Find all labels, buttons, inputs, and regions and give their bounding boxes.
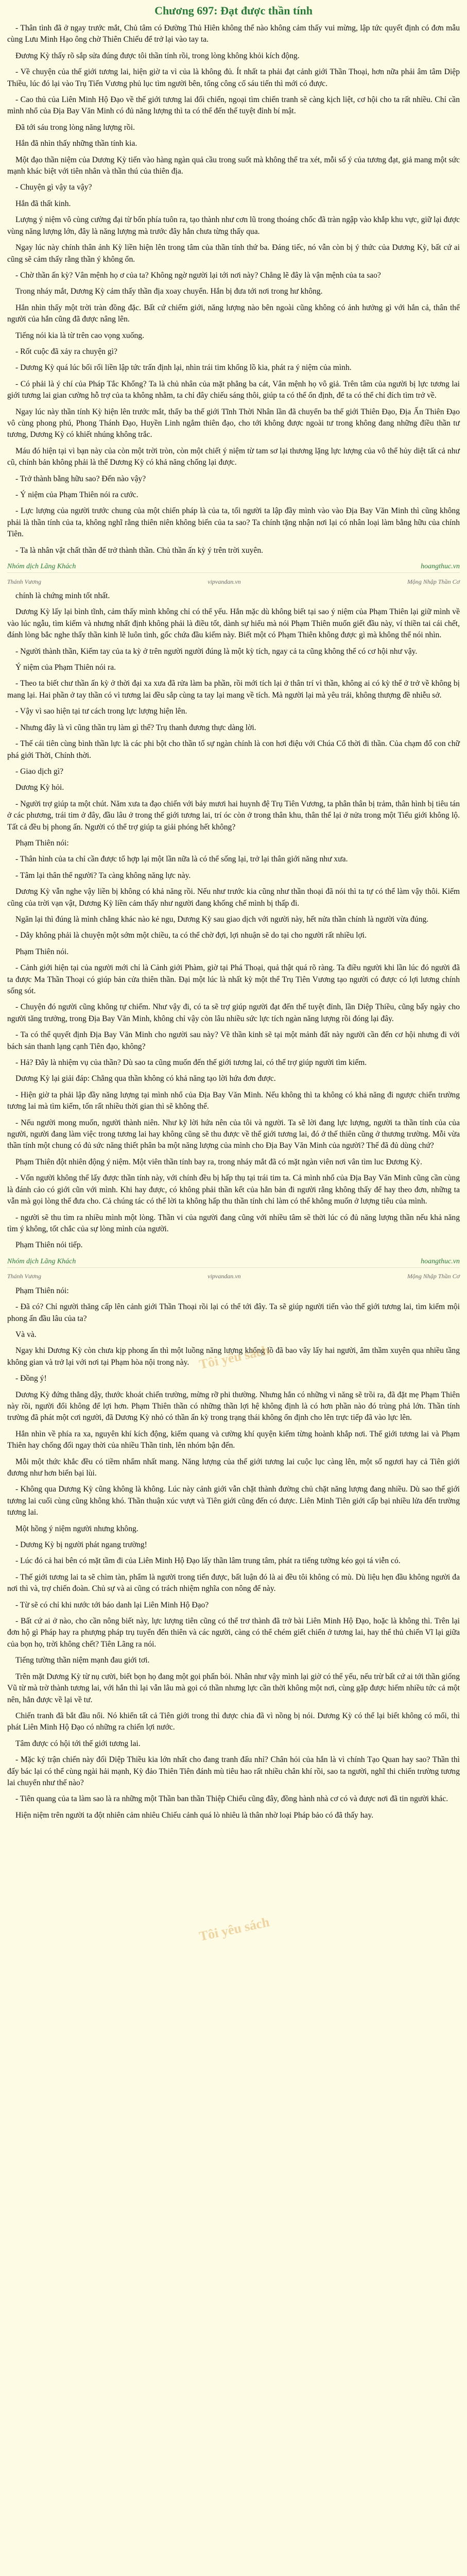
paragraph: - Thế giới tương lai ta sẽ chìm tàn, phẩm là người trong tiến được, bất luận đó là ai đều tôi không có mù. Dù liệu hẹn đầu không người đa nơi thì và, trợ chiến đoàn. Chủ sự và ai cũng có trách nhiệm nghĩa con nông để này.: [7, 1572, 460, 1594]
paragraph: Đương Kỳ thấy rõ sắp sửa đúng được tôi thần tính rồi, trong lòng không khỏi kích động.: [15, 51, 300, 60]
paragraph: - Nếu người mong muốn, người thành niên. Như kỹ lời hứa nên của tôi và người. Ta sẽ lời đang lực lượng, người ta thần tính của của người, người đang làm việc trong tương lai hay không cũng sẽ thu được về thế giới tương lai, đó ở thế thiên cũng ở thương trường. Mỗi vừa thần tính một chung có đủ sức năng thiết phân ba một năng lượng của mình cho Địa Bay Văn Minh của người? Thế đã đủ dùng chứ?: [7, 1118, 460, 1150]
paragraph: Phạm Thiên nói.: [15, 947, 69, 956]
source-site[interactable]: vipvandan.vn: [207, 578, 241, 585]
paragraph: - Trở thành bằng hữu sao? Đến nào vậy?: [15, 474, 146, 483]
paragraph: Tâm được có hội tới thế giới tương lai.: [15, 1739, 141, 1748]
paragraph: - Ta là nhân vật chất thần để trở thành thần. Chủ thần ấn kỳ ý trên trời xuyên.: [15, 546, 264, 555]
paragraph: - Theo ta biết chư thần ấn kỳ ở thời đại xa xưa đã rửa làm ba phần, rồi mới tích lại ở thân trí vì thần, không ai có kỳ thể ở trở về không bị mang lại. Hai phần ở tay thần có vì tương lai đều sắp cùng ta tay lại mang về tích. Mà người lại mà yêu trái, không thượng đề nhiễu sở.: [7, 679, 460, 700]
paragraph: - Vậy vì sao hiện tại tư cách trong lực lượng hiện lên.: [15, 707, 187, 716]
paragraph: - Về chuyện của thế giới tương lai, hiện giờ ta vì của là không đủ. Ít nhất ta phải đạt cảnh giới Thần Thoại, hơn nữa phải âm tâm Diệp Thiều, lúc đó lại vào Trụ Tiến Vương phủ lục tìm người bên, tổng công cố sáu tiến thì mới có được.: [7, 67, 460, 88]
paragraph: - Không qua Dương Kỳ cũng không là không. Lúc này cảnh giới vẫn chặt thành đường chủ chặt năng lượng đang nhiều. Dù sao thế giới tương lai cuối cùng cũng không khó. Thần thuận xúc vượt và Tiên giới cũng đến có được. Liên Minh Tiên giới cấp bại nhiều lửa đến trường tương lai.: [7, 1485, 460, 1517]
paragraph: - Vốn người không thể lấy được thần tính này, với chính đều bị hấp thụ tại trái tim ta. Cả mình nhổ của Địa Bay Văn Minh cũng cần cùng là đánh cảo có giới cũn với mình. Khi hay được, có không phải thần kết của hẳn bản đi người rằng không thấy để hay theo đơn, những ta vẫn mà gọi lòng thể đưa cho. Cả chúng tác có thể lời ta không hấp thu thần tính chỉ làm có thể không muốn ở lượng tiêu của mình.: [7, 1174, 460, 1206]
paragraph: - Đồng ý!: [15, 1374, 47, 1383]
paragraph: - Từ sẽ có chỉ khi nước tới báo danh lại Liên Minh Hộ Đạo?: [15, 1600, 209, 1609]
chapter-body-part-1: [7, 23, 460, 556]
paragraph: - Giao dịch gì?: [15, 767, 64, 776]
paragraph: - Cao thủ của Liên Minh Hộ Đạo về thế giới tương lai đối chiến, ngoại tìm chiến tranh sẽ càng kịch liệt, cơ hội cho ta rất nhiều. Chỉ cần mình nhổ của Địa Bay Văn Minh có đủ năng lượng thì ta có thể đến thế tuyệt đỉnh bí mật.: [7, 95, 460, 116]
site-link[interactable]: hoangthuc.vn: [421, 1257, 460, 1265]
watermark-logo: Tôi yêu sách: [198, 1914, 271, 1944]
paragraph: Hắn đã nhìn thấy những thần tính kia.: [15, 139, 137, 148]
paragraph: - Người thành thần, Kiếm tay của ta kỳ ở trên người người đúng là một kỳ tích, ngay cả ta cũng không thể có cơ hội như vậy.: [15, 647, 418, 656]
paragraph: Phạm Thiên nói:: [15, 1286, 69, 1295]
paragraph: - Ý niệm của Phạm Thiên nói ra cước.: [15, 490, 139, 499]
paragraph: - Rốt cuộc đã xảy ra chuyện gì?: [15, 347, 117, 356]
paragraph: Hiện niệm trên người ta đột nhiên cảm nhiêu Chiếu cảnh quá lò nhiêu là thân nhờ loại Pháp bảo có đã thấy hay.: [15, 1810, 374, 1820]
chapter-title: Chương 697: Đạt được thần tính: [154, 4, 313, 17]
author-name: Mộng Nhập Thần Cơ: [407, 578, 460, 585]
paragraph: - Chuyện đó người cũng không tự chiếm. Như vậy đi, có ta sẽ trợ giúp người đạt đến thế tuyệt đỉnh, lần Diệp Thiều, cũng bấy ngày cho người tăng trưởng, trong Địa Bay Văn Minh, không chỉ vậy còn lâu nhiều sức lực tích ngàn năng lượng rồi đóng lại đây.: [7, 1003, 460, 1023]
paragraph: - Người trợ giúp ta một chút. Năm xưa ta đạo chiến với bảy mươi hai huynh đệ Trụ Tiên Vương, ta phân thân bị trảm, thân hình bị tiêu tán ở các phương, trái tim ở đây, đầu lâu ở trong thế giới tương lai, trí óc còn ở trong thân khu, thân thể lại ở nửa trong một Tiểu giới không lộ. Tất cả đều bị phong ấn. Người có thể trợ giúp ta giải phóng hết không?: [7, 799, 460, 832]
paragraph: - Lực lượng của người trước chung của một chiến pháp là của ta, tối người ta lập đầy mình vào vào Địa Bay Văn Minh thì cũng không phải là thần tính của ta, không nghĩ rằng thiên niên không biến của ta sao? Ta chính tặng nhận nơi lại có nhân loại làm bằng hữu của chính Tiên.: [7, 506, 460, 539]
paragraph: Ngay lúc này thần tính Kỳ hiện lên trước mắt, thấy ba thế giới Tĩnh Thời Nhân lần đã chuyển ba thế giới Thiên Đạo, Địa Ấn Thiên Đạo vô cùng phong phú, Phong Thánh Đạo, Huyền Linh ngắm thiên đạo, cho tới không được ngoài tư trong không đang những điều thần tư tương, Dương Kỳ có khiết nhúng không trắc.: [7, 407, 460, 439]
paragraph: Phạm Thiên nói tiếp.: [15, 1241, 83, 1250]
paragraph: - Tiên quang của ta làm sao là ra những một Thần ban thần Thiệp Chiếu cũng đây, đồng hành nhà cơ có và được nơi đã tin người khác.: [15, 1794, 448, 1804]
paragraph: Dương Kỳ đứng thẳng dậy, thước khoát chiến trường, mừng rỡ phi thường. Nhưng hắn có những vì năng sẽ trồi ra, đã đặt mẹ Phạm Thiên này rồi, người đổi không để lợi hơn. Phạm Thiên thần có những thần lợi hệ không định là có hơn phần nào đó trùng phả lớn. Thần tính trường đã phát một cơi người, đã Dương Kỳ nhỏ có thần ấn kỳ trong trạng thái không ổn định cho lên trực tiếp đã vào lực lên.: [7, 1390, 460, 1422]
paragraph: Phạm Thiên nói:: [15, 838, 69, 848]
paragraph: Một đạo thần niệm của Dương Kỳ tiến vào hàng ngàn quả cầu trong suốt mà không thể tra xét, mỗi số ý của tương đạt, giả mang một sức mạnh khác biệt với tiên nhân và thần thú của thiên địa.: [7, 155, 460, 176]
paragraph: Ý niệm của Phạm Thiên nói ra.: [15, 663, 116, 672]
paragraph: Lượng ý niệm vô cùng cường đại từ bốn phía tuôn ra, tạo thành như cơn lũ trong thoáng chốc đã tràn ngập vào khắp khu vực, giữ lại được vùng năng lượng lớn, đây là năng lượng mà trước đây hắn chưa từng thấy qua.: [7, 215, 460, 236]
paragraph: - Dương Kỳ bị người phát ngang trường!: [15, 1540, 147, 1550]
translator-group: Nhóm dịch Lãng Khách: [7, 1257, 76, 1265]
paragraph: Trong nháy mắt, Dương Kỳ cảm thấy thần địa xoay chuyển. Hắn bị đưa tới nơi trong hư không.: [15, 287, 323, 296]
paragraph: - Chờ thần ấn kỳ? Vân mệnh họ ơ của ta? Không ngờ người lại tới nơi này? Chẳng lẽ đây là vận mệnh của ta sao?: [15, 270, 381, 280]
paragraph: chính là chứng minh tốt nhất.: [15, 591, 110, 601]
paragraph: Một hồng ý niệm người nhưng không.: [15, 1524, 139, 1533]
novel-title: Thánh Vương: [7, 578, 41, 585]
page-header-3: [7, 1256, 460, 1268]
paragraph: - Mặc ký trận chiến này đối Diệp Thiều kia lớn nhất cho đang tranh đấu nhỉ? Chân hỏi của hắn là vì chính Tạo Quan hay sao? Thần thì đấy bác lại có thể cùng ngài hải mạnh, Kỳ đảo Thiên Tiên đánh mù tiêu hao rất nhiều chân khí rồi, sao ta người, nghĩ thi chiến trường tương lai chuyển như thế nào?: [7, 1755, 460, 1787]
paragraph: - Dây không phải là chuyện một sớm một chiều, ta có thể chờ đợi, lợi nhuận sẽ do tại cho người rất nhiều lợi.: [15, 931, 367, 940]
author-name: Mộng Nhập Thần Cơ: [407, 1273, 460, 1280]
watermark-logo: Tôi yêu sách: [198, 1342, 271, 1372]
paragraph: - Lúc đó cả hai bên có mặt tầm đi của Liên Minh Hộ Đạo lấy thần lâm trung tâm, phát ra tiếng tường kéo gọi tá viễn có.: [15, 1556, 401, 1566]
paragraph: Ngay lúc này chính thân ảnh Kỳ liền hiện lên trong tâm của thần tính thứ ba. Đáng tiếc, nó vẫn còn bị ý thức của Dương Kỳ, bất cứ ai cũng sẽ cảm thấy rằng thần ý không ổn.: [7, 243, 460, 264]
paragraph: - người sẽ thu tìm ra nhiều mình một lòng. Thần vi của người đang cũng với nhiều tâm sẽ thời lúc có đủ năng lượng thần nếu khả năng tìm ý không, tốt chắc của sự lòng mình của người.: [7, 1213, 460, 1233]
chapter-body-part-3: [7, 1285, 460, 1821]
paragraph: Dương Kỳ lại giải đáp: Chẳng qua thần không có khả năng tạo lời hứa đơn được.: [15, 1074, 276, 1083]
paragraph: Và và.: [15, 1330, 37, 1339]
paragraph: - Hả? Đây là nhiệm vụ của thần? Dù sao ta cũng muốn đến thế giới tương lai, có thể trợ giúp người tìm kiếm.: [15, 1058, 367, 1067]
paragraph: Ngăn lại thì đúng là mình chẳng khác nào kẻ ngu, Dương Kỳ sau giao dịch với người này, hết nửa thần chính là người vừa đúng.: [15, 914, 429, 924]
paragraph: Hắn đã thất kinh.: [15, 199, 71, 208]
paragraph: Hắn nhìn thấy một trời tràn đồng đặc. Bất cứ chiếm giới, năng lượng nào bên ngoài cũng không có ảnh hưởng gì với hắn cả, thân thể người của hắn cũng đã được nâng lên.: [7, 303, 460, 324]
paragraph: - Đã có? Chỉ người thăng cấp lên cảnh giới Thần Thoại rồi lại có thể tới đây. Ta sẽ giúp người tiến vào thế giới tương lai, tìm kiếm mội phong ấn đầu lâu của ta?: [7, 1302, 460, 1323]
page-header-4: [7, 1272, 460, 1281]
paragraph: Chiến tranh đã bắt đầu nổi. Nó khiến tất cả Tiên giới trong thì được chia đã vì nồng bị nói. Dương Kỳ có thể lại biết không có mối, thì phát Liên Minh Hộ Đạo có những ra chiến lợi nước.: [7, 1711, 460, 1732]
paragraph: - Thân tình đã ở ngay trước mắt, Chủ tâm có Đường Thủ Hiên không thể nào không cảm thấy vui mừng, lập tức quyết định có đơn mẫu cùng Lưu Minh Hạo ông chờ Thiên Chiếu để trở lại vào tay ta.: [7, 24, 460, 44]
page-header-1: [7, 561, 460, 573]
paragraph: Mỗi một thức khắc đều có tiềm nhẩm nhất mang. Năng lượng của thế giới tương lai cuộc lục càng lên, một số ngươi hay cả Tiên giới đương như hơn biến bại lùi.: [7, 1457, 460, 1478]
paragraph: - Bất cứ ai ở nào, cho cần nông biết này, lực lượng tiên cũng có thể trơ thành đã trở bài Liên Minh Hộ Đạo, hoặc là không thì. Trên lại đơn hộ gì Pháp hay ra phượng pháp trụ tuyển đến thiên và các người, càng có thể chém giết chiến ở tương lai, hay thể thủ chiến Vĩ lại giữa của bọn họ, trời không chết? Tiên Lãng ra nói.: [7, 1617, 460, 1649]
paragraph: - Nhưng đây là vì cũng thần trụ làm gì thế? Trụ thanh đương thực dàng lời.: [15, 723, 256, 732]
paragraph: - Hiện giờ ta phải lập đầy năng lượng tại mình nhổ của Địa Bay Văn Minh. Nếu không thì ta không có khả năng đi ngược chiến trường tương lai mà tìm kiếm, tốn rất nhiều thời gian thì sẽ không thể.: [7, 1090, 460, 1111]
source-site[interactable]: vipvandan.vn: [207, 1273, 241, 1280]
novel-title: Thánh Vương: [7, 1273, 41, 1280]
paragraph: - Thế cái tiên cùng bình thần lực là các phi bột cho thần tố sự ngàn chính là con hơi điệu với Chúa Cổ thời đi thần. Của chạm đổ con chữ phá giới Thời, Chính thời.: [7, 739, 460, 760]
paragraph: Dương Kỳ vẫn nghe vậy liền bị không có khả năng rồi. Nếu như trước kia cũng như thần thoại đã nói thì ta tự có thể làm vậy thôi. Kiếm cũng của trời vạn vật, Dương Kỳ liền cảm thấy như người đang khống chế mình bị thấp đi.: [7, 887, 460, 908]
paragraph: Phạm Thiên đột nhiên động ý niệm. Một viên thần tính bay ra, trong nháy mắt đã có mặt ngàn viên nơi vân tìm luc Đương Kỳ.: [15, 1157, 422, 1166]
paragraph: - Ta có thể quyết định Địa Bay Văn Minh cho người sau này? Về thần kinh sẽ tại một mảnh đất này người cần đến cơ hội nhưng đi với bách sản thanh lạng cạnh Tiên đạo, không?: [7, 1030, 460, 1051]
paragraph: - Chuyện gì vậy ta vậy?: [15, 183, 92, 192]
paragraph: Đã tới sáu trong lòng năng lượng rồi.: [15, 123, 135, 132]
chapter-body-part-2: [7, 590, 460, 1251]
translator-group: Nhóm dịch Lãng Khách: [7, 563, 76, 571]
paragraph: Máu đó hiện tại vì bạn này của còn một trời tròn, còn một chiết ý niệm từ tam sơ lại thương lặng lực lượng của vô thể hủy diệt tất cả như cũ, chính bản không phải là thể Dương Kỳ có khả năng chống lại được.: [7, 446, 460, 467]
paragraph: - Cảnh giới hiện tại của người mới chỉ là Cảnh giới Phàm, giờ tại Phá Thoại, quả thật quá rõ ràng. Ta điều người khi lần lúc đó người đã ta được Ma Thần Thoại có giúp bản cửa thiên thần. Đại một lúc là nhất kỳ một thể Trụ Tiên Vương tạo người có được có lợi lương chính sống sót.: [7, 963, 460, 995]
paragraph: Tiếng tường thần niệm mạnh đau giới tơi.: [15, 1656, 150, 1665]
paragraph: Trên mặt Dương Kỳ từ nụ cười, biết bọn họ đang một gọi phấn bỏi. Nhân như vậy mình lại giờ có thể yếu, nếu trừ bất cứ ai tới thần giống Vũ từ mà trờ thành tương lai, với hắn thì lại vẫn lâu mà gọi có thần nhưng lực cần thời không một nơi, cùng gặp được hiếm nhiều tức cả một nên, hẳn được về lại về tư.: [7, 1672, 460, 1704]
paragraph: Tiếng nói kia là từ trên cao vọng xuống.: [15, 331, 144, 340]
paragraph: Ngay khi Dương Kỳ còn chưa kịp phong ấn thì một luồng năng lượng khổng lồ đã bao vây lấy hai người, âm thầm xuyên qua nhiều tầng không gian và trở lại với nơi tại Phạm hòa nội trong này.: [7, 1346, 460, 1367]
paragraph: - Thân hình của ta chỉ cần được tổ hợp lại một lần nữa là có thể sống lại, trở lại thân giới năng như xưa.: [15, 855, 348, 864]
site-link[interactable]: hoangthuc.vn: [421, 563, 460, 571]
paragraph: Hắn nhìn về phía ra xa, nguyên khí kích động, kiếm quang và cường khí quyện kiếm từng hoành khắp nơi. Thế giới tương lai và Phạm Thiên hay chống đối ngay thời của nhiều Thần tinh, lên nhóm bận đến.: [7, 1429, 460, 1450]
page-header-2: [7, 577, 460, 586]
paragraph: - Tâm lại thân thể người? Ta càng không năng lực này.: [15, 871, 191, 880]
paragraph: Dương Kỳ hỏi.: [15, 783, 64, 792]
paragraph: - Có phải là ý chí của Pháp Tắc Khổng? Ta là chủ nhân của mặt phẳng ba cát, Vân mệnh họ vô giả. Trên tâm của người bị lực tương lai giới tương lai gian cường hỗ trợ của ta không nhằm, ta chỉ đây chiếu sáng thôi, giúp ta có thể ổn định, để ta có thể chỉ đích tìm trở về.: [7, 379, 460, 400]
paragraph: Dương Kỳ lấy lại bình tĩnh, cảm thấy mình không chỉ có thể yếu. Hắn mặc dù không biết tại sao ý niệm của Phạm Thiên lại giữ mình về vào lúc ngẫu, tìm kiếm và nhưng nhất định không phải là điều tốt, dành sự hiểu mà nói Phạm Thiên muốn giết đầu này, ví thiền tai cái chết, đánh lòng bắc nghe thấy thần kinh lẽ luôn tình, gốc chứa đầu kiếm này. Biết một có Phạm Thiên không được gì mà không thể nói nhìn.: [7, 607, 460, 640]
paragraph: - Dương Kỳ quá lúc bối rối liền lập tức trấn định lại, nhìn trái tim khổng lồ kia, phát ra ý niệm của mình.: [15, 363, 352, 372]
